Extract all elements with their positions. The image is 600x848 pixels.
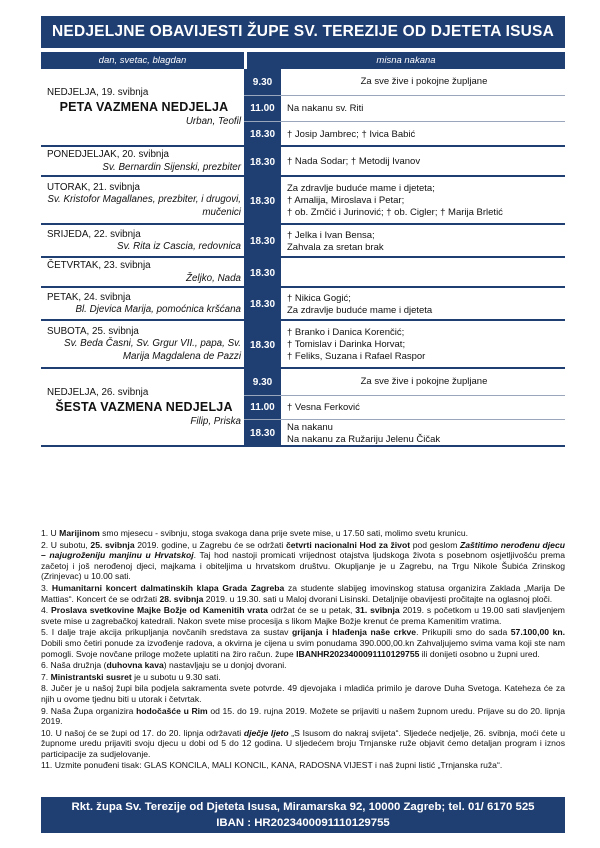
saints-of-day: Urban, Teofil <box>185 115 241 127</box>
footer-iban: IBAN : HR2023400091110129755 <box>216 817 390 829</box>
mass-intention <box>281 420 565 447</box>
day-block <box>41 225 565 258</box>
mass-row <box>244 147 565 177</box>
saints-of-day: Bl. Djevica Marija, pomoćnica kršćana <box>75 304 241 315</box>
mass-time: 18.30 <box>244 225 281 258</box>
mass-intention <box>281 69 565 95</box>
mass-time: 18.30 <box>244 321 281 369</box>
intention-line: † Nada Sodar; † Metodij Ivanov <box>287 156 421 167</box>
intention-line: † Tomislav i Darinka Horvat; <box>287 339 406 350</box>
mass-intention <box>281 396 565 419</box>
day-date: NEDJELJA, 26. svibnja <box>47 386 149 398</box>
saints-of-day: Sv. Rita iz Cascia, redovnica <box>117 241 241 252</box>
mass-time: 18.30 <box>244 122 281 147</box>
mass-list <box>244 225 565 256</box>
day-block <box>41 147 565 177</box>
intention-line: Na nakanu sv. Riti <box>287 102 364 114</box>
footer <box>41 797 565 833</box>
day-block <box>41 177 565 225</box>
intention-line: † Nikica Gogić; <box>287 292 351 304</box>
day-block <box>41 69 565 147</box>
mass-intention <box>281 258 565 288</box>
saints-of-day: Sv. Kristofor Magallanes, prezbiter, i drugovi, mučenici <box>47 194 241 218</box>
day-info <box>41 69 244 145</box>
day-block <box>41 321 565 369</box>
saints-of-day: Filip, Priska <box>190 415 241 427</box>
schedule-body <box>41 69 565 447</box>
mass-intention <box>281 225 565 258</box>
intention-line: Za sve žive i pokojne župljane <box>360 376 488 387</box>
saints-of-day: Sv. Beda Časni, Sv. Grgur VII., papa, Sv. Marija Magdalena de Pazzi <box>64 338 241 362</box>
mass-time: 9.30 <box>244 69 281 95</box>
day-info <box>41 321 244 367</box>
intention-line: Na nakanu za Ružariju Jelenu Čičak <box>287 433 441 445</box>
saints-of-day: Sv. Bernardin Sijenski, prezbiter <box>102 161 241 173</box>
mass-intention <box>281 147 565 177</box>
mass-row <box>244 69 565 95</box>
day-info <box>41 288 244 319</box>
feast-name: PETA VAZMENA NEDJELJA <box>59 100 229 115</box>
mass-row <box>244 258 565 288</box>
mass-list <box>244 258 565 286</box>
mass-list <box>244 147 565 175</box>
intention-line: † Amalija, Miroslava i Petar; <box>287 195 405 206</box>
intention-line: † Josip Jambrec; † Ivica Babić <box>287 128 416 140</box>
day-block <box>41 369 565 447</box>
intention-line: † Branko i Danica Korenčić; <box>287 327 405 338</box>
mass-row <box>244 288 565 321</box>
mass-time: 9.30 <box>244 369 281 395</box>
day-info <box>41 225 244 256</box>
mass-time: 18.30 <box>244 420 281 447</box>
mass-row <box>244 321 565 369</box>
mass-list <box>244 369 565 445</box>
intention-line: Za zdravlje buduće mame i djeteta <box>287 304 433 316</box>
mass-time: 18.30 <box>244 177 281 225</box>
mass-row <box>244 121 565 147</box>
feast-name: ŠESTA VAZMENA NEDJELJA <box>55 400 233 415</box>
announcement-item: 11. Uzmite ponuđeni tisak: GLAS KONCILA, MALI KONCIL, KANA, RADOSNA VIJEST i naš župni listić „Trnjanska ruža“. <box>41 760 503 771</box>
day-info <box>41 369 244 445</box>
intention-line: Za zdravlje buduće mame i djeteta; <box>287 183 435 194</box>
announcement-item: 8. Jučer je u našoj župi bila podjela sakramenta svete potvrde. 49 djevojaka i mladića primilo je darove Duha Svetoga. Kateheza će za njih u ovome tjednu biti u utorak i četvrtak. <box>41 683 565 704</box>
header-day-column: dan, svetac, blagdan <box>41 52 244 69</box>
page-title: NEDJELJNE OBAVIJESTI ŽUPE SV. TEREZIJE OD DJETETA ISUSA <box>41 16 565 48</box>
mass-row <box>244 395 565 419</box>
mass-intention <box>281 369 565 395</box>
announcement-item: 3. Humanitarni koncert dalmatinskih klapa Grada Zagreba za studente slabijeg imovinskog statusa organizira Zaklada „Marija De Mattias“. Koncert će se održati 28. svibnja 2019. u 19.30. sati u Maloj dvorani Lisinski. Detaljnije obavijesti pročitajte na oglasnoj ploči. <box>41 582 565 604</box>
mass-time: 11.00 <box>244 96 281 121</box>
announcement-item: 10. U našoj će se župi od 17. do 20. lipnja održavati dječje ljeto „S Isusom do nakraj svijeta“. Sljedeće nedjelje, 26. svibnja, moći ćete u župnome uredu prijaviti svoju djecu u dobi od 5 do 12 godina. U sljedećem broju Trnjanske ruže objavit ćemo detaljan program i iznos participacije za sudjelovanje. <box>41 727 566 759</box>
footer-address: Rkt. župa Sv. Terezije od Djeteta Isusa, Miramarska 92, 10000 Zagreb; tel. 01/ 6170 525 <box>71 801 535 813</box>
day-date: PONEDJELJAK, 20. svibnja <box>47 149 169 160</box>
day-date: ČETVRTAK, 23. svibnja <box>47 260 151 271</box>
intention-line: Na nakanu <box>287 421 333 433</box>
day-block <box>41 288 565 321</box>
announcement-item: 4. Proslava svetkovine Majke Božje od Kamenitih vrata održat će se u petak, 31. svibnja 2019. s početkom u 19.00 sati slavljenjem svete mise u zagrebačkoj katedrali. Nakon svete mise procesija s likom Majke Božje krenut će prema Kamenitim vratima. <box>41 605 565 626</box>
mass-time: 18.30 <box>244 147 281 177</box>
mass-intention <box>281 177 565 225</box>
announcement-item: 1. U Marijinom smo mjesecu - svibnju, stoga svakoga dana prije svete mise, u 17.50 sati, molimo svetu krunicu. <box>41 528 469 538</box>
mass-list <box>244 288 565 319</box>
schedule-header <box>41 52 565 69</box>
mass-intention <box>281 96 565 121</box>
announcement-item: 5. I dalje traje akcija prikupljanja novčanih sredstava za sustav grijanja i hlađenja naše crkve. Prikupili smo do sada 57.100,00 kn. Dobili smo četiri ponude za izvođenje radova, a okvirna je cijena u svim ponudama 390.000,00.kn Zahvaljujemo svima vama koji ste nam pomogli. Svoje novčane priloge možete uplatiti na žiro račun. župe IBANHR2023400091110129755 ili donijeti osobno u župni ured. <box>41 627 565 659</box>
intention-line: † Feliks, Suzana i Rafael Raspor <box>287 351 426 362</box>
intention-line: Zahvala za sretan brak <box>287 241 384 253</box>
intention-line: † Jelka i Ivan Bensa; <box>287 229 375 241</box>
announcement-item: 6. Naša družnja (duhovna kava) nastavljaju se u donjoj dvorani. <box>41 660 287 671</box>
mass-list <box>244 69 565 145</box>
mass-time: 18.30 <box>244 258 281 288</box>
day-info <box>41 177 244 223</box>
intention-line: † ob. Zmčić i Jurinović; † ob. Cigler; † Marija Brletić <box>287 207 503 218</box>
mass-intention <box>281 122 565 147</box>
announcements <box>41 528 565 772</box>
day-date: PETAK, 24. svibnja <box>47 291 131 303</box>
announcement-item: 9. Naša Župa organizira hodočašće u Rim od 15. do 19. rujna 2019. Možete se prijaviti u našem župnom uredu. Prijave su do 20. lipnja 2019. <box>41 705 566 727</box>
mass-intention <box>281 288 565 321</box>
day-block <box>41 258 565 288</box>
day-date: NEDJELJA, 19. svibnja <box>47 86 149 98</box>
intention-line: † Vesna Ferković <box>287 401 360 413</box>
mass-schedule-table <box>41 52 565 447</box>
header-intention-column: misna nakana <box>247 52 565 69</box>
day-info <box>41 147 244 175</box>
announcement-item: 7. Ministrantski susret je u subotu u 9.30 sati. <box>41 671 221 682</box>
mass-row <box>244 369 565 395</box>
announcement-item: 2. U subotu, 25. svibnja 2019. godine, u Zagrebu će se održati četvrti nacionalni Hod za život pod geslom Zaštitimo nerođenu djecu – najugroženiju manjinu u Hrvatskoj. Taj hod nastoji promicati vrijednost otajstva ljudskoga života s posebnom osjetljivošću prema začetoj i još nerođenoj djeci, majkama i obiteljima u hrvatskom društvu. Okupljanje je u Zagrebu, na Trgu Nikole Šubića Zrinskog (Zrinjevac) u 10.00 sati. <box>41 539 565 582</box>
day-date: SUBOTA, 25. svibnja <box>47 325 139 337</box>
saints-of-day: Željko, Nada <box>186 272 241 284</box>
mass-row <box>244 95 565 121</box>
intention-line: Za sve žive i pokojne župljane <box>360 76 488 87</box>
day-date: SRIJEDA, 22. svibnja <box>47 228 141 240</box>
mass-list <box>244 321 565 367</box>
day-date: UTORAK, 21. svibnja <box>47 181 140 193</box>
mass-row <box>244 419 565 447</box>
mass-intention <box>281 321 565 369</box>
mass-time: 18.30 <box>244 288 281 321</box>
mass-time: 11.00 <box>244 396 281 419</box>
mass-row <box>244 177 565 225</box>
mass-row <box>244 225 565 258</box>
day-info <box>41 258 244 286</box>
mass-list <box>244 177 565 223</box>
